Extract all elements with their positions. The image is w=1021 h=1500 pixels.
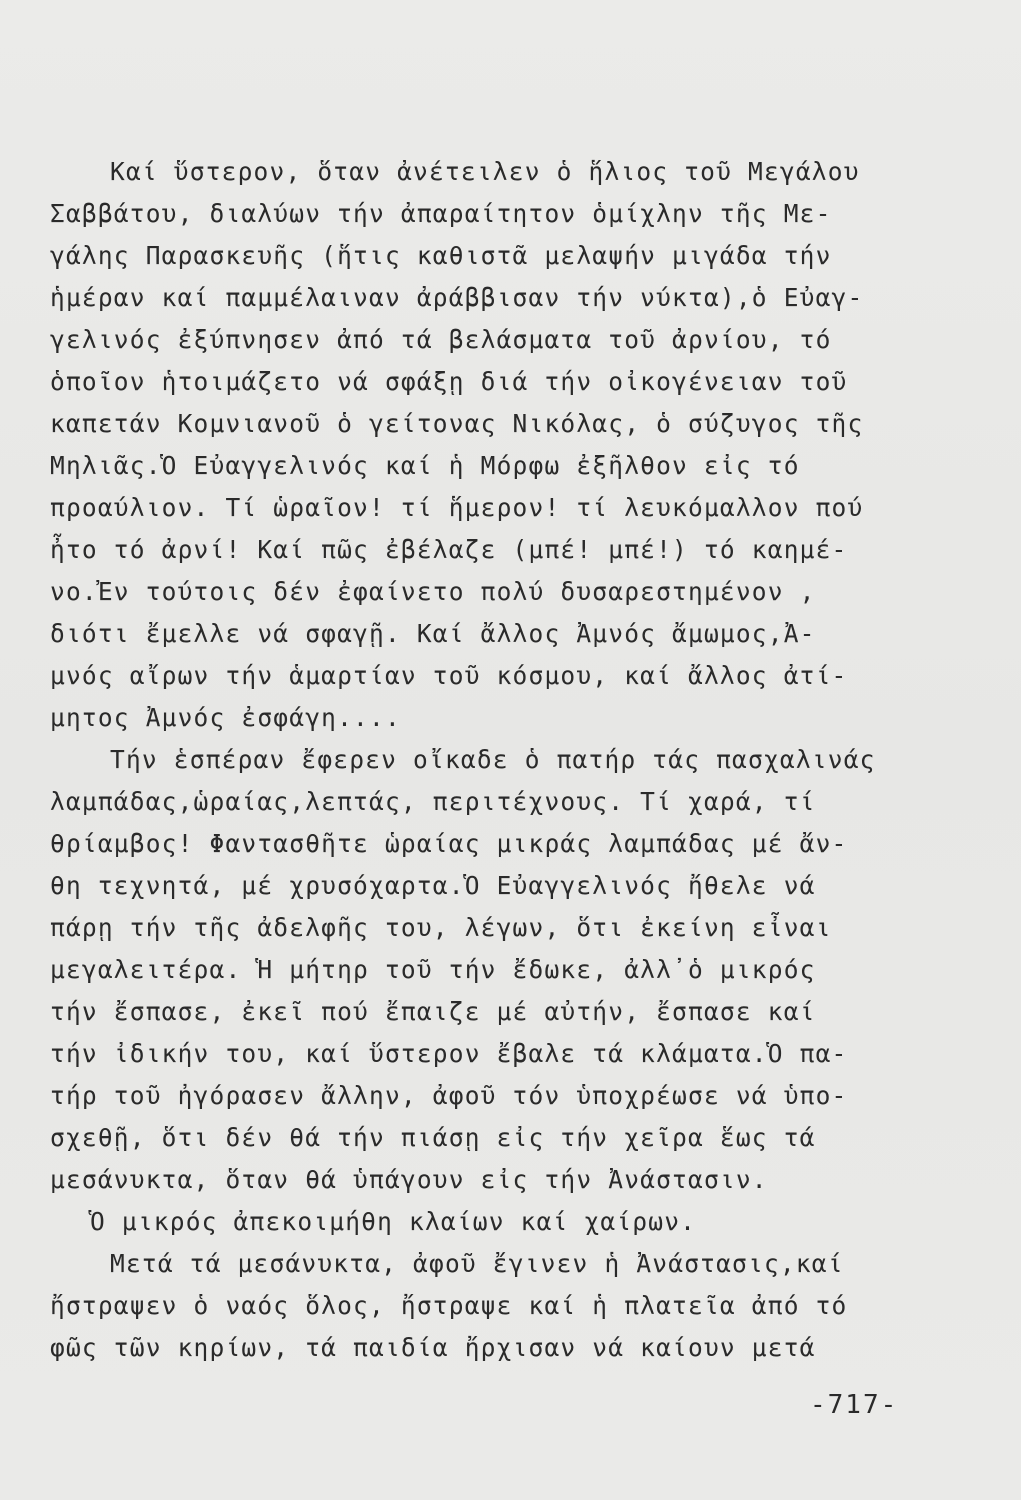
text-line-3: γάλης Παρασκευῆς (ἥτις καθιστᾶ μελαψήν μιγάδα τήν (50, 241, 832, 270)
text-line-27: Μετά τά μεσάνυκτα, ἀφοῦ ἔγινεν ἡ Ἀνάστασις,καί (110, 1249, 844, 1278)
text-line-15: Τήν ἑσπέραν ἔφερεν οἴκαδε ὁ πατήρ τάς πασχαλινάς (110, 745, 876, 774)
text-line-19: πάρῃ τήν τῆς ἀδελφῆς του, λέγων, ὅτι ἐκείνη εἶναι (50, 913, 832, 942)
text-line-24: σχεθῇ, ὅτι δέν θά τήν πιάσῃ εἰς τήν χεῖρα ἕως τά (50, 1123, 816, 1152)
text-line-2: Σαββάτου, διαλύων τήν ἀπαραίτητον ὁμίχλην τῆς Με- (50, 199, 832, 228)
text-line-25: μεσάνυκτα, ὅταν θά ὑπάγουν εἰς τήν Ἀνάστασιν. (50, 1165, 768, 1194)
text-line-11: νο.Ἐν τούτοις δέν ἐφαίνετο πολύ δυσαρεστημένον , (50, 577, 816, 606)
text-line-21: τήν ἔσπασε, ἐκεῖ πού ἔπαιζε μέ αὐτήν, ἔσπασε καί (50, 997, 816, 1026)
text-line-4: ἡμέραν καί παμμέλαιναν ἀράββισαν τήν νύκτα),ὁ Εὐαγ- (50, 283, 864, 312)
text-line-8: Μηλιᾶς.Ὁ Εὐαγγελινός καί ἡ Μόρφω ἐξῆλθον εἰς τό (50, 451, 800, 480)
text-line-28: ἤστραψεν ὁ ναός ὅλος, ἤστραψε καί ἡ πλατεῖα ἀπό τό (50, 1291, 848, 1320)
text-line-5: γελινός ἐξύπνησεν ἀπό τά βελάσματα τοῦ ἀρνίου, τό (50, 325, 832, 354)
text-line-10: ἦτο τό ἀρνί! Καί πῶς ἐβέλαζε (μπέ! μπέ!) τό καημέ- (50, 535, 848, 564)
text-line-20: μεγαλειτέρα. Ἡ μήτηρ τοῦ τήν ἔδωκε, ἀλλ᾽ὁ μικρός (50, 955, 816, 984)
page-number: -717- (810, 1390, 899, 1420)
text-line-12: διότι ἔμελλε νά σφαγῇ. Καί ἄλλος Ἀμνός ἄμωμος,Ἀ- (50, 619, 816, 648)
text-line-26: Ὁ μικρός ἀπεκοιμήθη κλαίων καί χαίρων. (90, 1207, 697, 1236)
text-line-17: θρίαμβος! Φαντασθῆτε ὡραίας μικράς λαμπάδας μέ ἄν- (50, 829, 848, 858)
text-line-16: λαμπάδας,ὡραίας,λεπτάς, περιτέχνους. Τί χαρά, τί (50, 787, 816, 816)
text-line-18: θη τεχνητά, μέ χρυσόχαρτα.Ὁ Εὐαγγελινός ἤθελε νά (50, 871, 816, 900)
text-line-13: μνός αἴρων τήν ἁμαρτίαν τοῦ κόσμου, καί ἄλλος ἀτί- (50, 661, 848, 690)
text-line-7: καπετάν Κομνιανοῦ ὁ γείτονας Νικόλας, ὁ σύζυγος τῆς (50, 409, 864, 438)
text-line-29: φῶς τῶν κηρίων, τά παιδία ἤρχισαν νά καίουν μετά (50, 1333, 816, 1362)
text-line-14: μητος Ἀμνός ἐσφάγη.... (50, 703, 401, 732)
text-line-23: τήρ τοῦ ἠγόρασεν ἄλλην, ἀφοῦ τόν ὑποχρέωσε νά ὑπο- (50, 1081, 848, 1110)
text-line-9: προαύλιον. Τί ὡραῖον! τί ἥμερον! τί λευκόμαλλον πού (50, 493, 864, 522)
text-line-1: Καί ὕστερον, ὅταν ἀνέτειλεν ὁ ἥλιος τοῦ Μεγάλου (110, 157, 860, 186)
text-line-6: ὁποῖον ἡτοιμάζετο νά σφάξῃ διά τήν οἰκογένειαν τοῦ (50, 367, 848, 396)
text-line-22: τήν ἰδικήν του, καί ὕστερον ἔβαλε τά κλάματα.Ὁ πα- (50, 1039, 848, 1068)
